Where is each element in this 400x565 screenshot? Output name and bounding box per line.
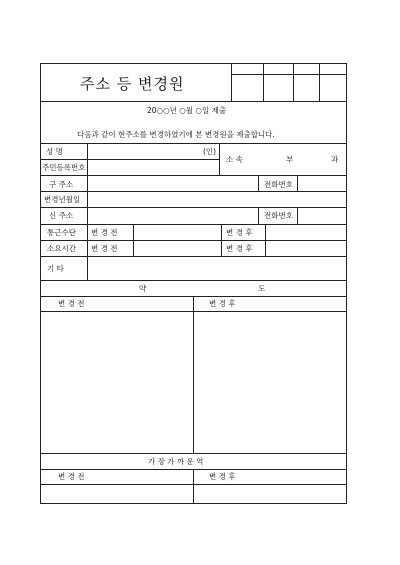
approval-box-divider bbox=[231, 63, 232, 101]
commute-after-field[interactable] bbox=[267, 226, 344, 239]
department-unit-label: 부 bbox=[286, 155, 294, 164]
commute-after-label: 변 경 후 bbox=[226, 228, 253, 237]
seal-label: (인) bbox=[203, 147, 217, 156]
approval-col-line-2 bbox=[293, 63, 294, 101]
resident-number-label: 주민등록번호 bbox=[42, 163, 86, 172]
station-after-label: 변 경 후 bbox=[209, 472, 236, 481]
map-after-label: 변 경 후 bbox=[209, 299, 236, 308]
new-address-row-bottom bbox=[40, 224, 347, 225]
change-date-field[interactable] bbox=[89, 193, 344, 206]
phone-field-2[interactable] bbox=[299, 209, 344, 222]
resident-number-field[interactable] bbox=[89, 161, 217, 174]
map-header-right: 도 bbox=[258, 284, 266, 293]
commute-time-label: 소요시간 bbox=[47, 244, 76, 253]
phone-label-2: 전화번호 bbox=[264, 211, 293, 220]
map-area-bottom bbox=[40, 453, 347, 454]
phone-field-1[interactable] bbox=[299, 177, 344, 190]
phone-2-divider bbox=[297, 207, 298, 224]
commute-means-label: 통근수단 bbox=[47, 228, 76, 237]
title-block-bottom bbox=[40, 101, 347, 102]
name-field[interactable] bbox=[89, 145, 199, 158]
other-label: 기 타 bbox=[47, 264, 64, 273]
statement-text: 다음과 같이 현주소를 변경하였기에 본 변경원을 제출합니다. bbox=[77, 130, 275, 139]
station-header: 가 장 가 까 운 역 bbox=[148, 457, 204, 466]
commute-row-bottom bbox=[40, 240, 347, 241]
change-date-label: 변경년월일 bbox=[44, 195, 81, 204]
phone-label-1: 전화번호 bbox=[264, 180, 293, 189]
map-before-label: 변 경 전 bbox=[58, 299, 85, 308]
old-address-phone-divider bbox=[258, 175, 259, 191]
map-after-area[interactable] bbox=[195, 313, 344, 451]
form-border-left bbox=[40, 63, 41, 504]
station-after-field[interactable] bbox=[195, 486, 344, 502]
old-address-row-bottom bbox=[40, 191, 347, 192]
time-before-field[interactable] bbox=[135, 242, 219, 255]
station-subheader-bottom bbox=[40, 484, 347, 485]
old-address-label: 구 주소 bbox=[49, 180, 74, 189]
label-col-divider bbox=[87, 143, 88, 280]
commute-before-field[interactable] bbox=[135, 226, 219, 239]
new-address-field[interactable] bbox=[89, 209, 255, 222]
submission-date: 20○○년 ○월 ○일 제출 bbox=[147, 106, 227, 115]
time-after-label: 변 경 후 bbox=[226, 244, 253, 253]
commute-before-label: 변 경 전 bbox=[91, 228, 118, 237]
old-address-field[interactable] bbox=[89, 177, 255, 190]
department-label: 소 속 bbox=[226, 155, 243, 164]
other-field[interactable] bbox=[89, 258, 344, 279]
form-border-top bbox=[40, 63, 347, 64]
name-label: 성 명 bbox=[46, 147, 63, 156]
new-address-phone-divider bbox=[258, 207, 259, 224]
time-row-bottom bbox=[40, 256, 347, 257]
map-before-area[interactable] bbox=[42, 313, 191, 451]
station-before-field[interactable] bbox=[42, 486, 191, 502]
other-row-bottom bbox=[40, 280, 347, 281]
station-center-divider bbox=[193, 469, 194, 504]
map-center-divider bbox=[193, 296, 194, 453]
section-unit-label: 과 bbox=[331, 155, 339, 164]
map-header-left: 약 bbox=[139, 284, 147, 293]
map-subheader-bottom bbox=[40, 311, 347, 312]
resident-row-bottom bbox=[40, 175, 347, 176]
station-before-label: 변 경 전 bbox=[58, 472, 85, 481]
form-border-right bbox=[346, 63, 347, 504]
time-before-label: 변 경 전 bbox=[91, 244, 118, 253]
time-after-field[interactable] bbox=[267, 242, 344, 255]
approval-row-line bbox=[231, 74, 346, 75]
form-title: 주소 등 변경원 bbox=[80, 75, 185, 93]
phone-1-divider bbox=[297, 175, 298, 191]
new-address-label: 신 주소 bbox=[49, 211, 74, 220]
approval-col-line-1 bbox=[263, 63, 264, 101]
name-row-bottom bbox=[40, 159, 220, 160]
approval-col-line-3 bbox=[319, 63, 320, 101]
change-date-row-bottom bbox=[40, 207, 347, 208]
